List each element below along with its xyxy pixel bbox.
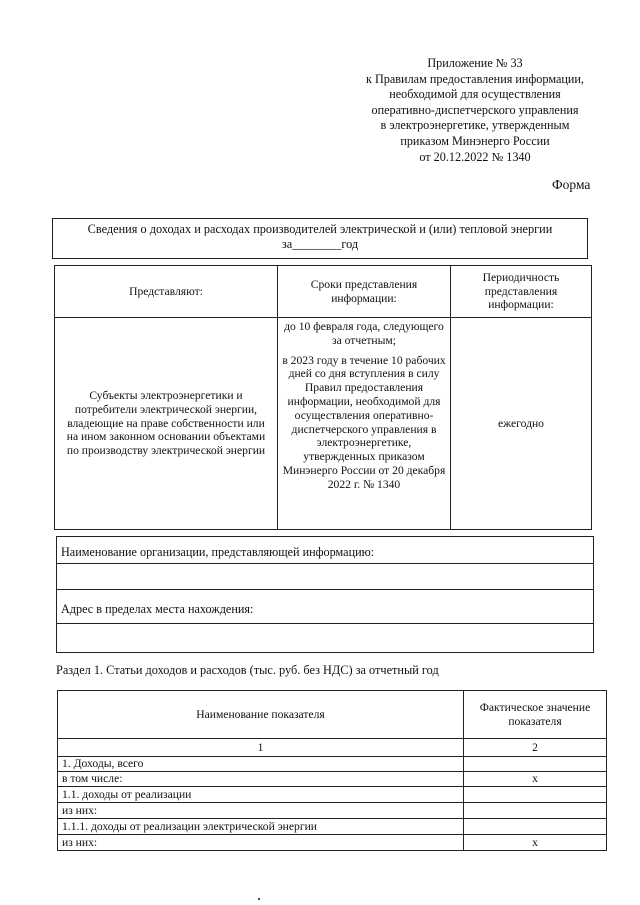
appendix-line: в электроэнергетике, утвержденным xyxy=(380,118,570,133)
column-number: 1 xyxy=(58,739,464,757)
table-row-label: из них: xyxy=(58,835,464,851)
submitters-cell: Субъекты электроэнергетики и потребители электрической энергии, владеющие на праве собственности или на ином законном основании объектами по производству электрической энергии xyxy=(55,318,278,530)
address-label: Адрес в пределах места нахождения: xyxy=(57,590,593,624)
indicators-table xyxy=(57,690,607,851)
appendix-line: Приложение № 33 xyxy=(427,56,523,70)
table-row-label: 1. Доходы, всего xyxy=(58,757,464,772)
report-title: Сведения о доходах и расходах производителей электрической и (или) тепловой энергии xyxy=(87,222,553,236)
table-row-value: x xyxy=(464,835,607,851)
section-title: Раздел 1. Статьи доходов и расходов (тыс. руб. без НДС) за отчетный год xyxy=(56,663,439,677)
address-field[interactable] xyxy=(57,624,593,653)
table-row-value[interactable] xyxy=(464,787,607,803)
header-submitters: Представляют: xyxy=(55,266,278,318)
deadline-regular: до 10 февраля года, следующего за отчетным; xyxy=(284,320,444,347)
appendix-line: необходимой для осуществления xyxy=(389,87,561,102)
header-periodicity: Периодичность представления информации: xyxy=(451,266,592,318)
appendix-header xyxy=(340,56,610,165)
report-period: за________год xyxy=(281,237,359,251)
deadline-2023: в 2023 году в течение 10 рабочих дней со дня вступления в силу Правил предоставления информации, необходимой для осуществления оперативно-диспетчерского управления в электроэнергетике, утвержденных приказом Минэнерго России от 20 декабря 2022 г. № 1340 xyxy=(282,353,446,491)
header-actual-value: Фактическое значение показателя xyxy=(464,691,607,739)
organization-name-field[interactable] xyxy=(57,564,593,590)
submission-table xyxy=(54,265,592,530)
deadlines-cell xyxy=(278,318,451,530)
appendix-line: оперативно-диспетчерского управления xyxy=(371,102,579,117)
table-row-label: 1.1. доходы от реализации xyxy=(58,787,464,803)
column-number: 2 xyxy=(464,739,607,757)
report-title-box xyxy=(52,218,588,259)
appendix-line: к Правилам предоставления информации, xyxy=(366,71,584,86)
form-label: Форма xyxy=(552,177,591,192)
table-row-value xyxy=(464,803,607,819)
scan-speck xyxy=(258,898,260,900)
table-row-value: x xyxy=(464,772,607,787)
table-row-label: 1.1.1. доходы от реализации электрической энергии xyxy=(58,819,464,835)
table-row-value[interactable] xyxy=(464,757,607,772)
table-row-value[interactable] xyxy=(464,819,607,835)
header-indicator-name: Наименование показателя xyxy=(58,691,464,739)
organization-box xyxy=(56,536,594,653)
header-deadlines: Сроки представления информации: xyxy=(278,266,451,318)
appendix-line: от 20.12.2022 № 1340 xyxy=(419,149,531,164)
organization-name-label: Наименование организации, представляющей информацию: xyxy=(57,537,593,564)
appendix-line: приказом Минэнерго России xyxy=(400,133,550,148)
periodicity-cell: ежегодно xyxy=(451,318,592,530)
table-row-label: из них: xyxy=(58,803,464,819)
table-row-label: в том числе: xyxy=(58,772,464,787)
